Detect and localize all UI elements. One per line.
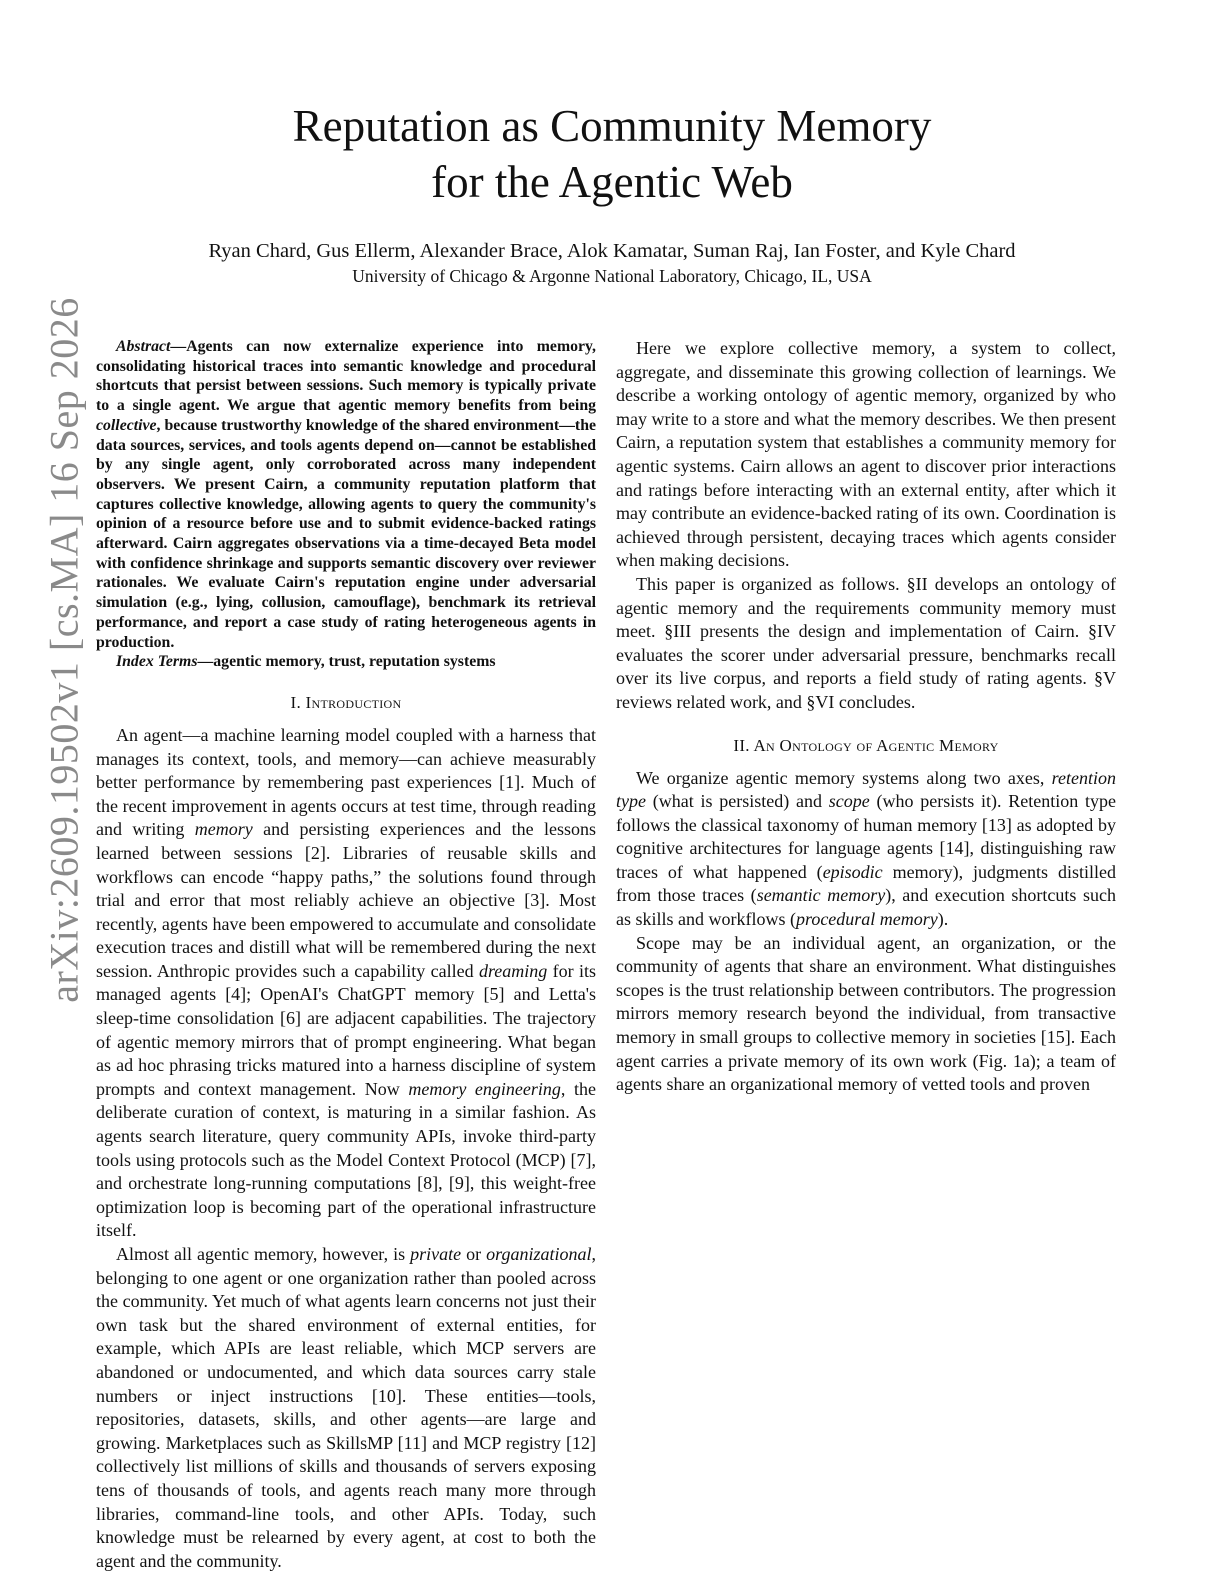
ontology-paragraph-1 [616,767,1116,932]
right-column [616,337,1116,1097]
text-run: (what is persisted) and [645,791,829,812]
text-run: and persisting experiences and the lessons learned between sessions [2]. Libraries of reusable skills and workflows can encode “happy paths,” the solutions found through trial and error that most reliably achieve an objective [3]. Most recently, agents have been empowered to accumulate and consolidate execution traces and distill what will be remembered during the next session. Anthropic provides such a capability called [96,819,596,981]
text-run: , belonging to one agent or one organization rather than pooled across the community. Yet much of what agents learn concerns not just their own task but the shared environment of external entities, for example, which APIs are least reliable, which MCP servers are abandoned or undocumented, and which data sources carry stale numbers or inject instructions [10]. These entities—tools, repositories, datasets, skills, and other agents—are large and growing. Marketplaces such as SkillsMP [11] and MCP registry [12] collectively list millions of skills and thousands of servers exposing tens of thousands of tools, and agents reach many more through libraries, command-line tools, and other APIs. Today, such knowledge must be relearned by every agent, at cost to both the agent and the community. [96,1244,597,1571]
emphasis: procedural memory [795,909,938,930]
emphasis: scope [828,791,870,812]
index-terms [96,652,596,672]
section-heading-introduction: I. Introduction [290,692,402,712]
text-run: An agent—a machine learning model coupled with a harness that manages its context, tools, and memory—can achieve measurably better performance by remembering past experiences [1]. Much of the recent improvement in agents occurs at test time, through reading and writing [96,724,596,840]
text-run: memory), judgments distilled from those traces ( [616,861,1116,906]
affiliation: University of Chicago & Argonne National Laboratory, Chicago, IL, USA [352,266,872,286]
text-run: (who persists it). Retention type follows the classical taxonomy of human memory [13] as adopted by cognitive architectures for language agents [14], distinguishing raw traces of what happened ( [616,791,1116,882]
section-heading-ontology: II. An Ontology of Agentic Memory [733,735,999,755]
left-column [96,337,596,1573]
emphasis: organizational [486,1244,592,1265]
emphasis: memory engineering [408,1078,561,1099]
emphasis: retention type [616,767,1116,812]
author-list: Ryan Chard, Gus Ellerm, Alexander Brace, Alok Kamatar, Suman Raj, Ian Foster, and Kyle Chard [208,240,1016,262]
title-line-2: for the Agentic Web [431,157,793,207]
intro-paragraph-4: This paper is organized as follows. §II develops an ontology of agentic memory and the requirements community memory must meet. §III presents the design and implementation of Cairn. §IV evaluates the scorer under adversarial pressure, benchmarks recall over its live corpus, and reports a field study of rating agents. §V reviews related work, and §VI concludes. [616,573,1116,712]
arxiv-identifier: arXiv:2609.19502v1 [cs.MA] 16 Sep 2026 [41,297,87,1003]
emphasis: dreaming [478,960,548,981]
intro-paragraph-1 [96,724,596,1243]
emphasis: semantic memory [756,885,886,906]
title-line-1: Reputation as Community Memory [292,101,932,151]
ontology-paragraph-2: Scope may be an individual agent, an organization, or the community of agents that share an environment. What distinguishes scopes is the trust relationship between contributors. The progression mirrors memory research beyond the individual, from transactive memory in small groups to collective memory in societies [15]. Each agent carries a private memory of its own work (Fig. 1a); a team of agents share an organizational memory of vetted tools and proven [616,932,1116,1095]
abstract-em: collective [96,416,157,434]
abstract-lead: Abstract [116,338,171,355]
arxiv-sidebar [34,150,94,1150]
index-terms-text: —agentic memory, trust, reputation systems [197,653,496,671]
abstract-text-a: —Agents can now externalize experience into memory, consolidating historical traces into semantic knowledge and procedural shortcuts that persist between sessions. Such memory is typically private to a single agent. We argue that agentic memory benefits from being [96,338,596,415]
text-run: Almost all agentic memory, however, is [116,1244,411,1265]
emphasis: memory [194,819,253,840]
emphasis: private [410,1244,462,1265]
abstract-text-b: , because trustworthy knowledge of the shared environment—the data sources, services, and tools agents depend on—cannot be established by any single agent, only corroborated across many independent observers. We present Cairn, a community reputation platform that captures collective knowledge, allowing agents to query the community's opinion of a resource before use and to submit evidence-backed ratings afterward. Cairn aggregates observations via a time-decayed Beta model with confidence shrinkage and supports semantic discovery over reviewer rationales. We evaluate Cairn's reputation engine under adversarial simulation (e.g., lying, collusion, camouflage), benchmark its retrieval performance, and report a case study of rating heterogeneous agents in production. [96,416,596,651]
text-run: for its managed agents [4]; OpenAI's ChatGPT memory [5] and Letta's sleep-time consolidation [6] are adjacent capabilities. The trajectory of agentic memory mirrors that of prompt engineering. What began as ad hoc phrasing tricks matured into a harness discipline of system prompts and context management. Now [96,960,596,1099]
paper-title [0,98,1224,210]
text-run: or [461,1244,487,1265]
text-run: We organize agentic memory systems along two axes, [636,767,1052,788]
text-run: , the deliberate curation of context, is maturing in a similar fashion. As agents search literature, query community APIs, invoke third-party tools using protocols such as the Model Context Protocol (MCP) [7], and orchestrate long-running computations [8], [9], this weight-free optimization loop is becoming part of the operational infrastructure itself. [96,1078,596,1241]
intro-paragraph-2-start [96,1243,596,1573]
intro-paragraph-3: Here we explore collective memory, a system to collect, aggregate, and disseminate this growing collection of learnings. We describe a working ontology of agentic memory, organized by who may write to a store and what the memory describes. We then present Cairn, a reputation system that establishes a community memory for agentic systems. Cairn allows an agent to discover prior interactions and ratings before interacting with an external entity, after which it may contribute an evidence-backed rating of its own. Coordination is achieved through persistent, decaying traces which agents consider when making decisions. [616,338,1116,571]
abstract [96,337,596,652]
text-run: ), and execution shortcuts such as skills and workflows ( [616,885,1116,930]
emphasis: episodic [822,861,883,882]
text-run: ). [937,909,949,930]
index-terms-lead: Index Terms [116,653,198,671]
